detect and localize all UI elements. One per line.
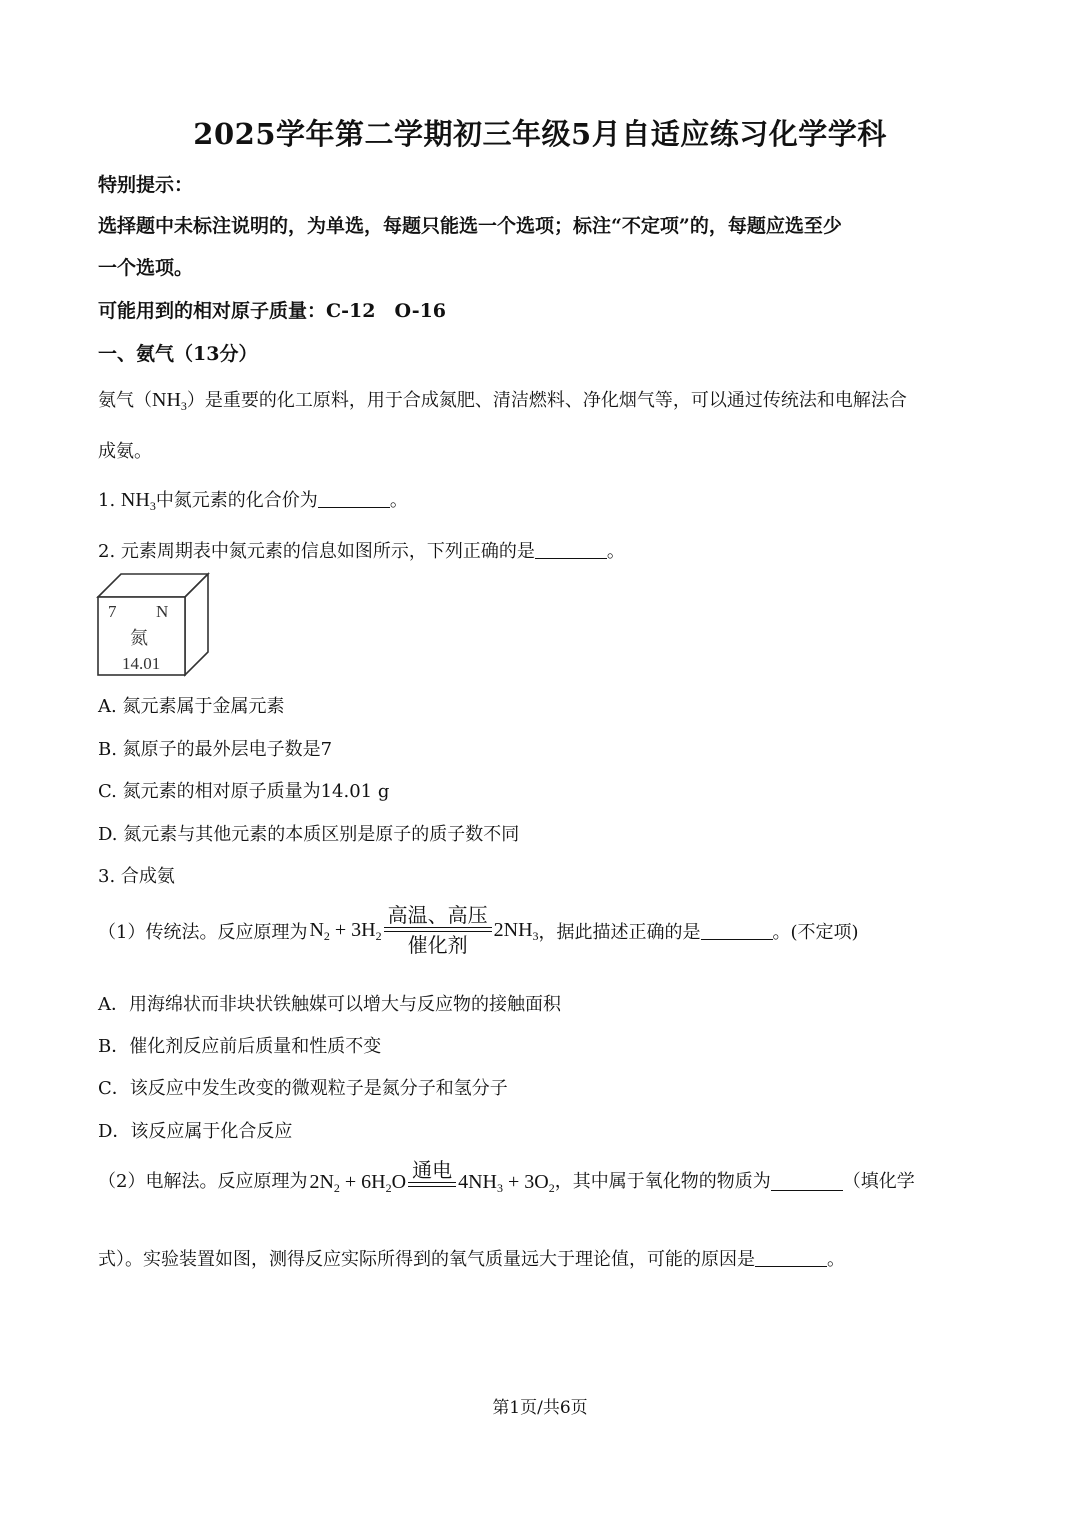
- condition-top-2: 通电: [412, 1158, 453, 1182]
- question-3: 3. 合成氨: [98, 866, 175, 887]
- q2-text: 2. 元素周期表中氮元素的信息如图所示，下列正确的是: [98, 541, 535, 562]
- equation-2-condition: [408, 1158, 456, 1187]
- q3-part2-answer-blank-1[interactable]: [771, 1172, 843, 1191]
- atomic-mass-note: 可能用到的相对原子质量：C-12 O-16: [98, 300, 447, 322]
- q2-end: 。: [606, 541, 625, 562]
- question-2: [98, 537, 625, 563]
- q2-option-c[interactable]: C. 氮元素的相对原子质量为14.01 g: [98, 781, 390, 802]
- section-heading: 一、氨气（13分）: [98, 343, 258, 365]
- q3-part2-end: （填化学: [842, 1171, 915, 1192]
- q3-part1-end: 。(不定项): [772, 921, 859, 943]
- ammonia-formula: $NH_3$: [152, 389, 187, 413]
- q3-part2-line2-text: 式）。实验装置如图，测得反应实际所得到的氧气质量远大于理论值，可能的原因是: [98, 1249, 755, 1270]
- section-intro-line-1: [98, 386, 907, 412]
- q3-option-d[interactable]: D．该反应属于化合反应: [98, 1121, 293, 1142]
- q2-answer-blank[interactable]: [535, 540, 607, 559]
- q3-option-c[interactable]: C．该反应中发生改变的微观粒子是氮分子和氢分子: [98, 1078, 508, 1099]
- equation-2-reactants: $2N_2 + 6H_2O$: [309, 1171, 407, 1195]
- equation-1-condition: [384, 903, 492, 958]
- tips-line-1: 选择题中未标注说明的，为单选，每题只能选一个选项；标注“不定项”的，每题应选至少: [98, 215, 842, 237]
- section-intro-line-2: 成氨。: [98, 441, 152, 462]
- q3-part2-post: ，其中属于氧化物的物质为: [554, 1171, 771, 1192]
- condition-bottom: 催化剂: [407, 933, 468, 957]
- q3-part1-pre: （1）传统法。反应原理为: [98, 921, 308, 943]
- q3-part2-pre: （2）电解法。反应原理为: [98, 1171, 308, 1192]
- q3-part2-answer-blank-2[interactable]: [755, 1248, 827, 1267]
- q2-option-b[interactable]: B. 氮原子的最外层电子数是7: [98, 739, 333, 760]
- equation-2-products: $4NH_3 + 3O_2$: [458, 1171, 555, 1195]
- q3-part-1: [98, 903, 859, 958]
- q3-part2-line2-end: 。: [827, 1249, 845, 1270]
- tips-line-2: 一个选项。: [98, 257, 194, 279]
- tips-heading: 特别提示：: [98, 174, 194, 196]
- q1-text: 中氮元素的化合价为: [155, 490, 318, 511]
- q1-number: 1.: [98, 490, 116, 511]
- q3-part1-post: ，据此描述正确的是: [538, 921, 701, 943]
- q3-option-b[interactable]: B．催化剂反应前后质量和性质不变: [98, 1036, 382, 1057]
- page-footer: 第1页/共6页: [492, 1398, 588, 1418]
- condition-top: 高温、高压: [387, 903, 488, 927]
- element-name: 氮: [130, 628, 148, 649]
- q3-part-2: [98, 1158, 915, 1195]
- q3-option-a[interactable]: A．用海绵状而非块状铁触媒可以增大与反应物的接触面积: [98, 994, 561, 1015]
- element-tile: [96, 570, 212, 680]
- q2-option-d[interactable]: D. 氮元素与其他元素的本质区别是原子的质子数不同: [98, 824, 520, 845]
- q1-formula: $NH_3$: [120, 489, 156, 513]
- element-symbol: N: [156, 602, 169, 621]
- element-mass: 14.01: [122, 654, 161, 673]
- equals-sign-2: [408, 1182, 456, 1187]
- intro-text-pre: 氨气（: [98, 390, 152, 411]
- q3-part-2-line-2: [98, 1245, 845, 1271]
- q2-option-a[interactable]: A. 氮元素属于金属元素: [98, 696, 285, 717]
- equation-1-reactants: $N_2 + 3H_2$: [309, 919, 382, 943]
- page-title: 2025学年第二学期初三年级5月自适应练习化学学科: [193, 117, 887, 151]
- q3-part1-answer-blank[interactable]: [701, 921, 773, 940]
- intro-text-post: ）是重要的化工原料，用于合成氮肥、清洁燃料、净化烟气等，可以通过传统法和电解法合: [186, 390, 907, 411]
- question-1: [98, 486, 408, 512]
- element-number: 7: [108, 602, 117, 621]
- q1-answer-blank[interactable]: [318, 489, 390, 508]
- q1-end: 。: [389, 490, 408, 511]
- equation-1-products: $2NH_3$: [493, 919, 539, 943]
